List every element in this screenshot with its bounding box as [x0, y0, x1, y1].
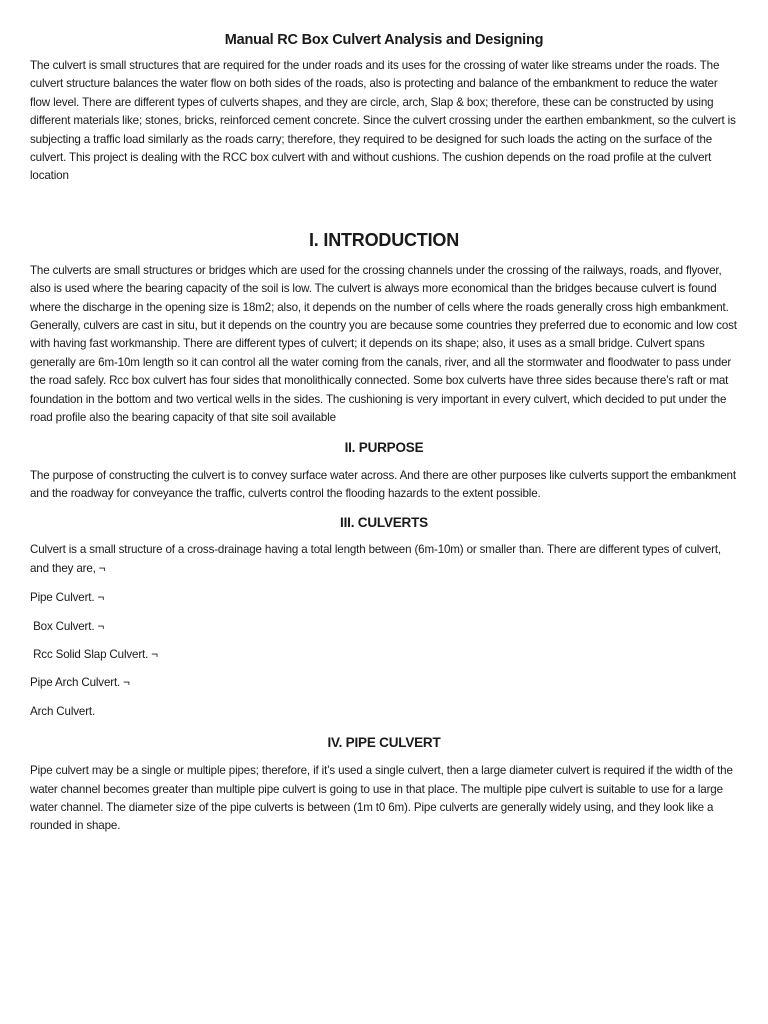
purpose-heading: II. PURPOSE	[344, 439, 424, 455]
culvert-type-item: Rcc Solid Slap Culvert. ¬	[30, 647, 158, 661]
document-title: Manual RC Box Culvert Analysis and Designing	[224, 32, 544, 48]
culvert-type-item: Box Culvert. ¬	[30, 619, 105, 633]
culvert-type-item: Arch Culvert.	[30, 704, 96, 718]
introduction-heading: I. INTRODUCTION	[309, 229, 459, 250]
culvert-types-list	[30, 589, 738, 721]
pipe-culvert-paragraph: Pipe culvert may be a single or multiple pipes; therefore, if it’s used a single culvert, then a large diameter culvert is required if the width of the water channel becomes greater than multiple pipe culvert is going to use in that place. The multiple pipe culvert is suitable to use for a large water channel. The diameter size of the pipe culverts is between (1m t0 6m). Pipe culverts are generally widely using, and they look like a rounded in shape.	[30, 764, 733, 833]
culvert-type-item: Pipe Arch Culvert. ¬	[30, 676, 130, 690]
purpose-paragraph: The purpose of constructing the culvert is to convey surface water across. And there are other purposes like culverts support the embankment and the roadway for conveyance the traffic, culverts control the flooding hazards to the extent possible.	[30, 468, 736, 500]
culverts-paragraph: Culvert is a small structure of a cross-drainage having a total length between (6m-10m) or smaller than. There are different types of culvert, and they are, ¬	[30, 543, 721, 575]
pipe-culvert-heading: IV. PIPE CULVERT	[327, 735, 441, 751]
introduction-paragraph: The culverts are small structures or bridges which are used for the crossing channels under the crossing of the railways, roads, and flyover, also is used where the bearing capacity of the soil is low. The culvert is always more economical than the bridges because culvert is found where the discharge in the opening size is 18m2; also, it depends on the number of cells where the roads generally cross high embankment. Generally, culvers are cast in situ, but it depends on the country you are because some countries they preferred due to economic and low cost with having fast workmanship. There are different types of culvert; it depends on its shape; also, it uses as a small bridge. Culvert spans generally are 6m-10m length so it can control all the water coming from the canals, river, and all the stormwater and floodwater to pass under the road safely. Rcc box culvert has four sides that monolithically connected. Some box culverts have three sides because there’s raft or mat foundation in the bottom and two vertical wells in the sides. The cushioning is very important in every culvert, which decided to put under the road profile also the bearing capacity of that site soil available	[30, 263, 737, 425]
abstract-paragraph: The culvert is small structures that are required for the under roads and its uses for the crossing of water like streams under the roads. The culvert structure balances the water flow on both sides of the roads, also is protecting and balance of the embankment to reduce the water flow level. There are different types of culverts shapes, and they are circle, arch, Slap & box; therefore, these can be constructed by using different materials like; stones, bricks, reinforced cement concrete. Since the culvert crossing under the earthen embankment, so the culvert is subjecting a traffic load similarly as the roads carry; therefore, they required to be designed for such loads the acting on the surface of the culvert. This project is dealing with the RCC box culvert with and without cushions. The cushion depends on the road profile at the culvert location	[30, 59, 736, 183]
culverts-heading: III. CULVERTS	[340, 515, 428, 531]
culvert-type-item: Pipe Culvert. ¬	[30, 591, 105, 605]
